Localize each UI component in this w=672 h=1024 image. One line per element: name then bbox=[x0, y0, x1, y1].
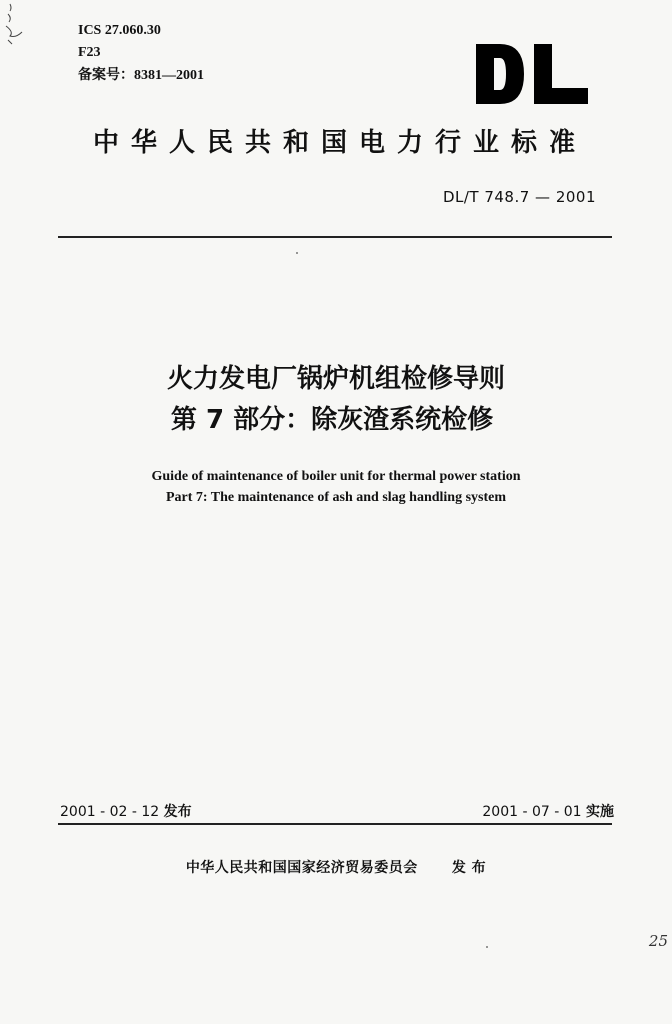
issuer bbox=[0, 857, 672, 877]
handwritten-mark-icon bbox=[2, 2, 28, 46]
issue-label: 发布 bbox=[163, 804, 192, 820]
title-en-line2: Part 7: The maintenance of ash and slag handling system bbox=[165, 490, 507, 505]
title-cn-line2: 第 7 部分：除灰渣系统检修 bbox=[170, 405, 494, 435]
implementation-date bbox=[482, 801, 614, 821]
dl-logo bbox=[476, 44, 588, 104]
implementation-date-value: 2001 - 07 - 01 bbox=[482, 804, 582, 820]
scan-speck bbox=[296, 252, 298, 254]
scan-speck bbox=[486, 946, 488, 948]
handwritten-page-number: 25 bbox=[648, 932, 668, 950]
ics-code: ICS 27.060.30 bbox=[78, 23, 161, 38]
top-divider bbox=[58, 236, 612, 238]
issue-date-value: 2001 - 02 - 12 bbox=[60, 804, 160, 820]
issue-date bbox=[60, 801, 192, 821]
title-cn-line1: 火力发电厂锅炉机组检修导则 bbox=[166, 364, 505, 394]
bottom-divider bbox=[58, 823, 612, 825]
classification-code: F23 bbox=[78, 45, 101, 60]
standard-number: DL/T 748.7 — 2001 bbox=[442, 188, 596, 206]
issuer-name: 中华人民共和国国家经济贸易委员会 bbox=[185, 860, 418, 876]
issuer-action: 发 布 bbox=[451, 860, 487, 876]
record-number: 备案号：8381—2001 bbox=[78, 68, 204, 83]
implementation-label: 实施 bbox=[586, 804, 614, 820]
organization-title: 中华人民共和国电力行业标准 bbox=[92, 128, 587, 158]
title-en-line1: Guide of maintenance of boiler unit for thermal power station bbox=[151, 469, 521, 484]
